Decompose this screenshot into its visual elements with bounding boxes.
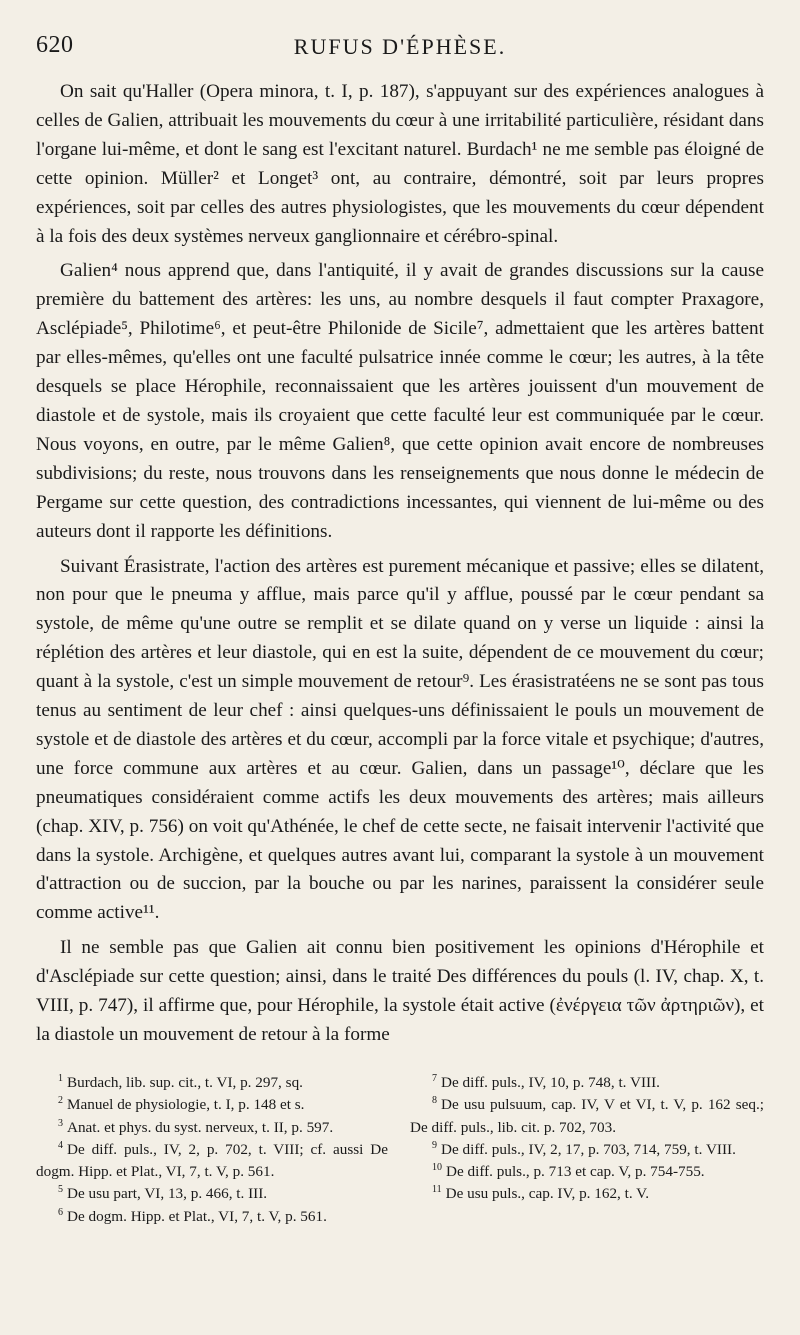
footnote-text: Manuel de physiologie, t. I, p. 148 et s.	[67, 1096, 305, 1114]
footnote	[410, 1183, 764, 1205]
footnote-number: 3	[58, 1117, 63, 1129]
footnote	[36, 1139, 388, 1184]
main-text	[36, 78, 764, 1056]
footnote-text: De diff. puls., p. 713 et cap. V, p. 754-755.	[446, 1163, 705, 1181]
footnote-number: 9	[432, 1139, 437, 1151]
footnotes-right-column	[410, 1072, 764, 1228]
running-title: RUFUS D'ÉPHÈSE.	[293, 34, 507, 59]
page-header	[36, 32, 764, 72]
footnote-text: De usu pulsuum, cap. IV, V et VI, t. V, p. 162 seq.; De diff. puls., lib. cit. p. 702, 703.	[410, 1096, 764, 1136]
footnotes	[36, 1072, 764, 1228]
footnote-number: 10	[432, 1162, 442, 1174]
footnote-text: De diff. puls., IV, 10, p. 748, t. VIII.	[441, 1074, 660, 1091]
footnote-number: 11	[432, 1184, 442, 1196]
footnote	[410, 1139, 764, 1161]
footnote-text: De diff. puls., IV, 2, 17, p. 703, 714, 759, t. VIII.	[441, 1140, 736, 1158]
footnote-text: Anat. et phys. du syst. nerveux, t. II, p. 597.	[67, 1118, 334, 1136]
paragraph: On sait qu'Haller (Opera minora, t. I, p. 187), s'appuyant sur des expériences analogues à celles de Galien, attribuait les mouvements du cœur à une irritabilité particulière, résidant dans l'organe lui-même, et dont le sang est l'excitant naturel. Burdach¹ ne me semble pas éloigné de cette opinion. Müller² et Longet³ ont, au contraire, démontré, soit par leurs propres expériences, soit par celles des autres physiologistes, que les mouvements du cœur dépendent à la fois des deux systèmes nerveux ganglionnaire et cérébro-spinal.	[36, 81, 764, 247]
footnote	[410, 1072, 764, 1094]
footnote-number: 8	[432, 1095, 437, 1107]
footnote-number: 7	[432, 1072, 437, 1084]
footnote-text: De usu puls., cap. IV, p. 162, t. V.	[445, 1185, 649, 1203]
paragraph: Galien⁴ nous apprend que, dans l'antiquité, il y avait de grandes discussions sur la cause première du battement des artères: les uns, au nombre desquels il faut compter Praxagore, Asclépiade⁵, Philotime⁶, et peut-être Philonide de Sicile⁷, admettaient que les artères battent par elles-mêmes, qu'elles ont une faculté pulsatrice innée comme le cœur; les autres, à la tête desquels se place Hérophile, reconnaissaient que les artères jouissent d'un mouvement de diastole et de systole, mais ils croyaient que cette faculté leur est communiquée par le cœur. Nous voyons, en outre, par le même Galien⁸, que cette opinion avait encore de nombreuses subdivisions; du reste, nous trouvons dans les renseignements que nous donne le médecin de Pergame sur cette question, des contradictions incessantes, qui viennent de lui-même ou des auteurs dont il rapporte les définitions.	[36, 260, 764, 542]
footnote	[36, 1072, 388, 1094]
footnote-number: 2	[58, 1095, 63, 1107]
footnote-text: Burdach, lib. sup. cit., t. VI, p. 297, sq.	[67, 1074, 303, 1091]
footnote-text: De usu part, VI, 13, p. 466, t. III.	[67, 1185, 268, 1203]
footnote	[36, 1117, 388, 1139]
footnote	[36, 1206, 388, 1228]
paragraph: Il ne semble pas que Galien ait connu bien positivement les opinions d'Hérophile et d'Asclépiade sur cette question; ainsi, dans le traité Des différences du pouls (l. IV, chap. X, t. VIII, p. 747), il affirme que, pour Hérophile, la systole était active (ἐνέργεια τῶν ἀρτηριῶν), et la diastole un mouvement de retour à la forme	[36, 937, 764, 1045]
footnote-text: De dogm. Hipp. et Plat., VI, 7, t. V, p. 561.	[67, 1207, 327, 1225]
footnote-number: 1	[58, 1072, 63, 1084]
footnote-number: 4	[58, 1139, 63, 1151]
footnote	[36, 1183, 388, 1205]
footnote-text: De diff. puls., IV, 2, p. 702, t. VIII; cf. aussi De dogm. Hipp. et Plat., VI, 7, t. V, p. 561.	[36, 1140, 388, 1181]
footnote	[410, 1094, 764, 1139]
footnotes-left-column	[36, 1072, 388, 1228]
footnote-number: 6	[58, 1206, 63, 1218]
paragraph: Suivant Érasistrate, l'action des artères est purement mécanique et passive; elles se dilatent, non pour que le pneuma y afflue, mais parce qu'il y afflue, poussé par le cœur pendant sa systole, de même qu'une outre se remplit et se dilate quand on y verse un liquide : ainsi la réplétion des artères et leur diastole, qui en est la suite, dépendent de ce mouvement du cœur; quant à la systole, c'est un simple mouvement de retour⁹. Les érasistratéens ne se sont pas tous tenus au sentiment de leur chef : ainsi quelques-uns définissaient le pouls un mouvement de systole et de diastole des artères et du cœur, accompli par la force vitale et psychique; d'autres, une force commune aux artères et au cœur. Galien, dans un passage¹⁰, déclare que les pneumatiques considéraient comme actifs les deux mouvements des artères; mais ailleurs (chap. XIV, p. 756) on voit qu'Athénée, le chef de cette secte, ne faisait intervenir l'activité que dans la systole. Archigène, et quelques autres avant lui, comparant la systole à un mouvement d'attraction ou de succion, par la bouche ou par les narines, paraissent la considérer seule comme active¹¹.	[36, 555, 764, 924]
footnote	[36, 1094, 388, 1116]
footnote	[410, 1161, 764, 1183]
page-number: 620	[36, 32, 74, 58]
footnote-number: 5	[58, 1184, 63, 1196]
